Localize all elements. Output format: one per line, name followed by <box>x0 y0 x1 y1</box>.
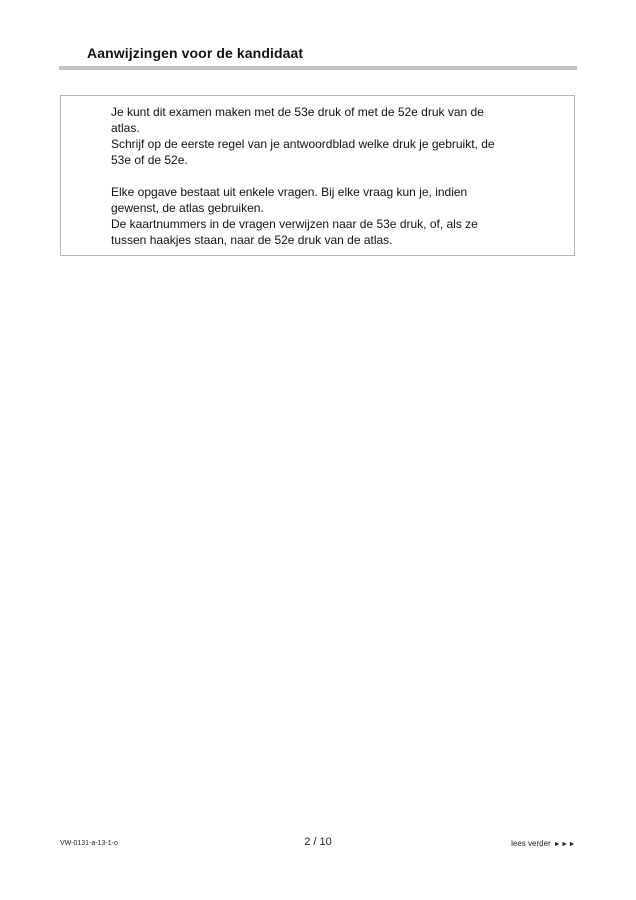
continue-arrows-icon: ►►► <box>553 841 576 848</box>
title-divider <box>59 66 577 70</box>
instruction-paragraph-atlas-use: Elke opgave bestaat uit enkele vragen. Bij elke vraag kun je, indien gewenst, de atlas gebruiken. <box>111 185 468 215</box>
page-number: 2 / 10 <box>304 836 332 848</box>
instruction-paragraph-answer-sheet: Schrijf op de eerste regel van je antwoordblad welke druk je gebruikt, de 53e of de 52e. <box>111 137 495 167</box>
page-title: Aanwijzingen voor de kandidaat <box>87 45 304 61</box>
instruction-paragraph-map-numbers: De kaartnummers in de vragen verwijzen naar de 53e druk, of, als ze tussen haakjes staan, naar de 52e druk van de atlas. <box>111 217 478 247</box>
instructions-text <box>111 104 563 248</box>
instructions-box <box>60 95 575 256</box>
continue-indicator <box>511 839 576 848</box>
continue-label: lees verder <box>511 839 551 848</box>
exam-code: VW-0131-a-13-1-o <box>60 840 118 847</box>
instruction-paragraph-edition: Je kunt dit examen maken met de 53e druk of met de 52e druk van de atlas. <box>111 105 484 135</box>
